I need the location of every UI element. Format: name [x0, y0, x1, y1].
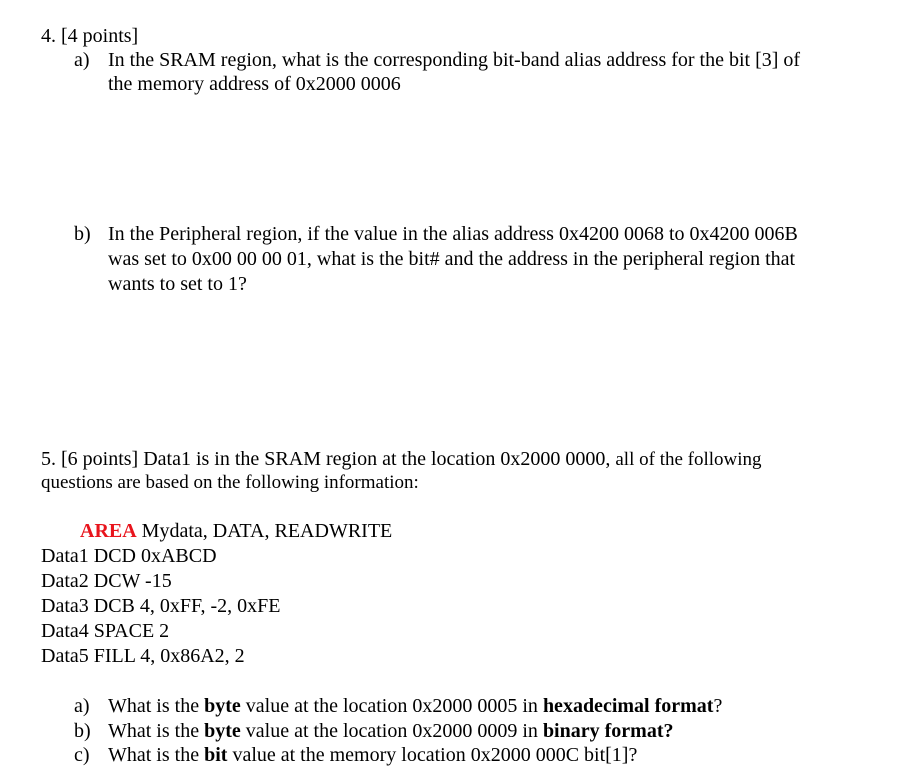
q5-heading-main: 5. [6 points] Data1 is in the SRAM region at the location 0x2000 0000,	[41, 448, 611, 470]
q5-heading-line2: questions are based on the following information:	[41, 472, 419, 493]
q5c-t2: value at the memory location 0x2000 000C bit[1]?	[227, 744, 638, 766]
code-line-data2: Data2 DCW -15	[41, 570, 172, 592]
q5b-text	[108, 719, 673, 743]
q4a-marker: a)	[74, 49, 90, 71]
q5c-text	[108, 743, 637, 767]
q5-heading-tail: all of the following	[615, 449, 762, 470]
q5c-b1: bit	[204, 744, 228, 766]
q5a-text	[108, 694, 722, 718]
q5a-t2: value at the location 0x2000 0005 in	[240, 695, 543, 717]
area-rest: Mydata, DATA, READWRITE	[141, 520, 393, 542]
q5b-t2: value at the location 0x2000 0009 in	[240, 720, 543, 742]
q5a-b1: byte	[204, 695, 241, 717]
q5c-marker: c)	[74, 744, 90, 766]
code-area-line	[80, 519, 392, 543]
q4b-marker: b)	[74, 223, 91, 245]
q4-heading: 4. [4 points]	[41, 25, 139, 47]
q5a-b2: hexadecimal format	[542, 695, 714, 717]
q4b-line3: wants to set to 1?	[108, 273, 247, 295]
code-line-data5: Data5 FILL 4, 0x86A2, 2	[41, 645, 245, 667]
q5b-b1: byte	[204, 720, 241, 742]
q4b-line2: was set to 0x00 00 00 01, what is the bit# and the address in the peripheral region that	[108, 248, 796, 270]
q4a-line2: the memory address of 0x2000 0006	[108, 73, 401, 95]
q4b-line1: In the Peripheral region, if the value in the alias address 0x4200 0068 to 0x4200 006B	[108, 223, 798, 245]
q5a-t1: What is the	[108, 695, 205, 717]
q5a-t3: ?	[713, 695, 723, 717]
code-line-data3: Data3 DCB 4, 0xFF, -2, 0xFE	[41, 595, 281, 617]
area-keyword: AREA	[80, 520, 137, 542]
q4a-line1: In the SRAM region, what is the corresponding bit-band alias address for the bit [3] of	[108, 49, 801, 71]
code-line-data1: Data1 DCD 0xABCD	[41, 545, 217, 567]
q5b-b2: binary format?	[542, 720, 674, 742]
q5-heading	[41, 447, 762, 471]
q5b-marker: b)	[74, 720, 91, 742]
q5c-t1: What is the	[108, 744, 205, 766]
q5a-marker: a)	[74, 695, 90, 717]
code-line-data4: Data4 SPACE 2	[41, 620, 170, 642]
q5b-t1: What is the	[108, 720, 205, 742]
